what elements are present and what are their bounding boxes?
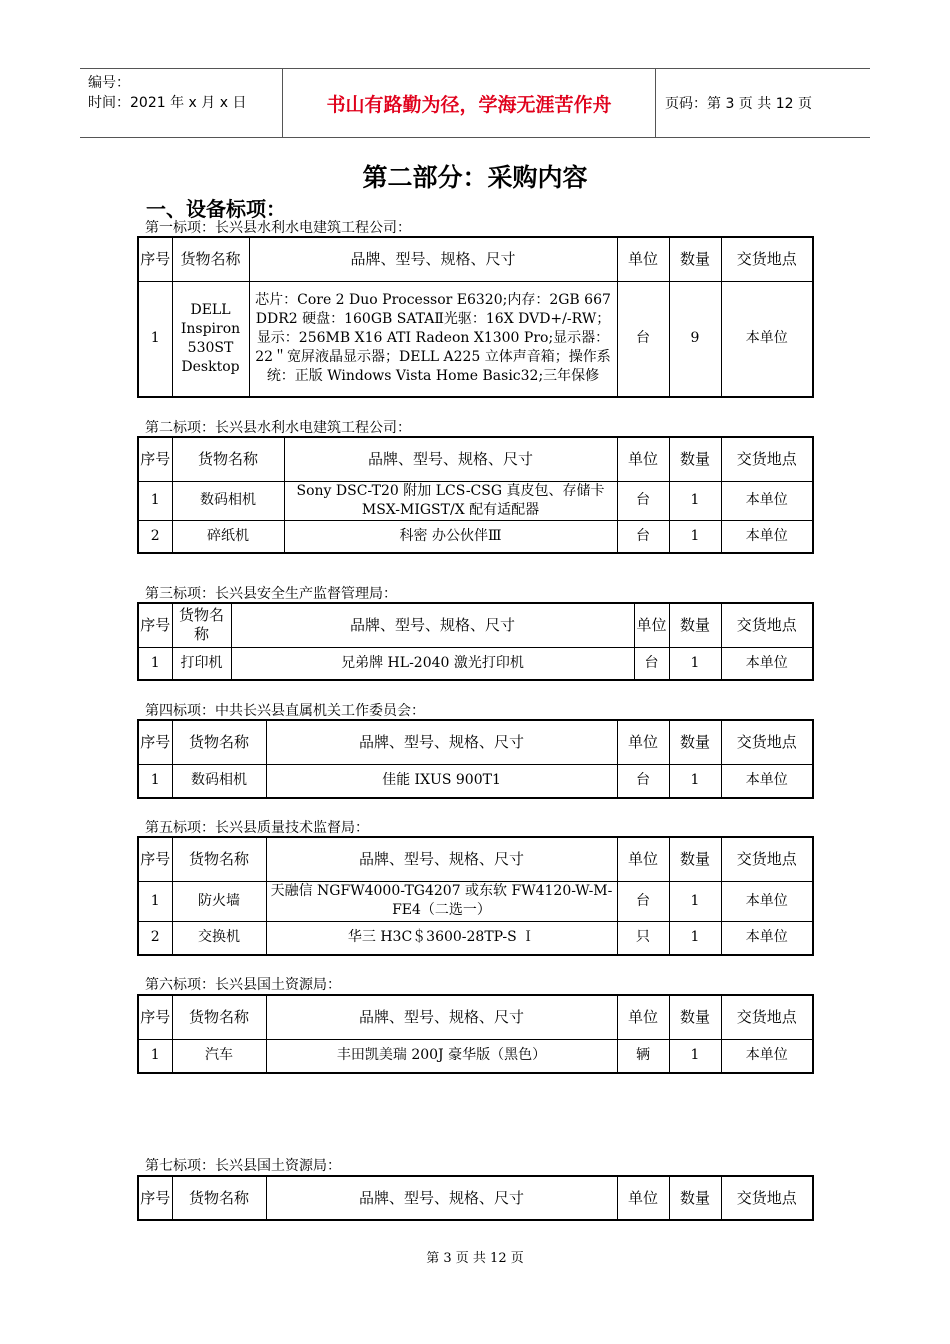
col-seq: 序号 xyxy=(138,995,172,1039)
lot-title: 第三标项：长兴县安全生产监督管理局： xyxy=(145,586,397,602)
col-place: 交货地点 xyxy=(721,237,813,281)
lot-table xyxy=(137,1175,814,1221)
lot-title: 第五标项：长兴县质量技术监督局： xyxy=(145,820,369,836)
cell-spec: 兄弟牌 HL-2040 激光打印机 xyxy=(231,647,634,680)
cell-qty: 1 xyxy=(669,481,721,520)
cell-place: 本单位 xyxy=(721,764,813,798)
lot-table xyxy=(137,436,814,554)
cell-place: 本单位 xyxy=(721,1039,813,1073)
col-spec: 品牌、型号、规格、尺寸 xyxy=(284,437,617,481)
col-goods: 货物名称 xyxy=(172,237,249,281)
cell-goods: 交换机 xyxy=(172,921,266,955)
cell-qty: 9 xyxy=(669,281,721,397)
col-unit: 单位 xyxy=(617,237,669,281)
col-place: 交货地点 xyxy=(721,837,813,881)
cell-place: 本单位 xyxy=(721,481,813,520)
lot-title: 第六标项：长兴县国土资源局： xyxy=(145,977,341,993)
header-meta xyxy=(88,73,283,113)
cell-unit: 只 xyxy=(617,921,669,955)
col-goods: 货物名称 xyxy=(172,603,231,647)
col-seq: 序号 xyxy=(138,603,172,647)
lot-title: 第七标项：长兴县国土资源局： xyxy=(145,1158,341,1174)
col-goods: 货物名称 xyxy=(172,720,266,764)
col-place: 交货地点 xyxy=(721,437,813,481)
col-qty: 数量 xyxy=(669,1176,721,1220)
cell-unit: 台 xyxy=(617,520,669,553)
cell-seq: 1 xyxy=(138,1039,172,1073)
cell-qty: 1 xyxy=(669,881,721,921)
cell-spec: 佳能 IXUS 900T1 xyxy=(266,764,617,798)
table-row xyxy=(138,764,813,798)
cell-spec: 科密 办公伙伴Ⅲ xyxy=(284,520,617,553)
table-row xyxy=(138,1039,813,1073)
col-spec: 品牌、型号、规格、尺寸 xyxy=(266,995,617,1039)
cell-unit: 台 xyxy=(617,764,669,798)
lot-title: 第四标项：中共长兴县直属机关工作委员会： xyxy=(145,703,425,719)
cell-spec: 芯片：Core 2 Duo Processor E6320;内存：2GB 667 DDR2 硬盘：160GB SATAⅡ光驱：16X DVD+/-RW；显示：256MB X16 ATI Radeon X1300 Pro;显示器：22＂宽屏液晶显示器；DELL A225 立体声音箱；操作系统：正版 Windows Vista Home Basic32;三年保修 xyxy=(249,281,617,397)
table-row xyxy=(138,881,813,921)
col-qty: 数量 xyxy=(669,603,721,647)
cell-goods: DELL Inspiron 530ST Desktop xyxy=(172,281,249,397)
col-place: 交货地点 xyxy=(721,603,813,647)
col-spec: 品牌、型号、规格、尺寸 xyxy=(231,603,634,647)
header-time: 时间：2021 年 x 月 x 日 xyxy=(88,95,247,111)
cell-unit: 台 xyxy=(617,481,669,520)
cell-seq: 2 xyxy=(138,520,172,553)
cell-seq: 1 xyxy=(138,281,172,397)
cell-seq: 1 xyxy=(138,481,172,520)
col-qty: 数量 xyxy=(669,995,721,1039)
col-spec: 品牌、型号、规格、尺寸 xyxy=(249,237,617,281)
cell-goods: 数码相机 xyxy=(172,764,266,798)
col-goods: 货物名称 xyxy=(172,1176,266,1220)
lot-title: 第一标项：长兴县水利水电建筑工程公司： xyxy=(145,220,411,236)
lot-table xyxy=(137,994,814,1074)
col-qty: 数量 xyxy=(669,437,721,481)
cell-goods: 防火墙 xyxy=(172,881,266,921)
cell-unit: 辆 xyxy=(617,1039,669,1073)
cell-goods: 数码相机 xyxy=(172,481,284,520)
cell-qty: 1 xyxy=(669,1039,721,1073)
cell-qty: 1 xyxy=(669,520,721,553)
cell-goods: 碎纸机 xyxy=(172,520,284,553)
cell-place: 本单位 xyxy=(721,281,813,397)
cell-place: 本单位 xyxy=(721,520,813,553)
lot-title: 第二标项：长兴县水利水电建筑工程公司： xyxy=(145,420,411,436)
cell-unit: 台 xyxy=(634,647,669,680)
page-header xyxy=(80,68,870,138)
header-page: 页码：第 3 页 共 12 页 xyxy=(665,96,812,112)
page-footer: 第 3 页 共 12 页 xyxy=(426,1251,524,1266)
section-title: 一、设备标项： xyxy=(146,197,286,221)
col-qty: 数量 xyxy=(669,237,721,281)
cell-seq: 1 xyxy=(138,881,172,921)
col-unit: 单位 xyxy=(617,995,669,1039)
col-unit: 单位 xyxy=(617,437,669,481)
table-header-row xyxy=(138,995,813,1039)
col-place: 交货地点 xyxy=(721,1176,813,1220)
cell-qty: 1 xyxy=(669,764,721,798)
cell-seq: 1 xyxy=(138,647,172,680)
col-spec: 品牌、型号、规格、尺寸 xyxy=(266,720,617,764)
col-unit: 单位 xyxy=(617,720,669,764)
table-row xyxy=(138,520,813,553)
cell-goods: 汽车 xyxy=(172,1039,266,1073)
col-unit: 单位 xyxy=(617,837,669,881)
lot-table xyxy=(137,602,814,681)
cell-spec: Sony DSC-T20 附加 LCS-CSG 真皮包、存储卡 MSX-MIGST/X 配有适配器 xyxy=(284,481,617,520)
col-seq: 序号 xyxy=(138,837,172,881)
cell-spec: 丰田凯美瑞 200J 豪华版（黑色） xyxy=(266,1039,617,1073)
table-row xyxy=(138,921,813,955)
col-place: 交货地点 xyxy=(721,995,813,1039)
cell-unit: 台 xyxy=(617,281,669,397)
col-seq: 序号 xyxy=(138,720,172,764)
col-seq: 序号 xyxy=(138,237,172,281)
cell-spec: 华三 H3C＄3600-28TP-S Ｉ xyxy=(266,921,617,955)
page-title: 第二部分：采购内容 xyxy=(362,163,588,192)
cell-qty: 1 xyxy=(669,647,721,680)
col-seq: 序号 xyxy=(138,437,172,481)
col-qty: 数量 xyxy=(669,720,721,764)
header-number: 编号： xyxy=(88,75,130,91)
table-header-row xyxy=(138,720,813,764)
cell-place: 本单位 xyxy=(721,647,813,680)
cell-seq: 2 xyxy=(138,921,172,955)
table-row xyxy=(138,647,813,680)
table-row xyxy=(138,281,813,397)
col-place: 交货地点 xyxy=(721,720,813,764)
table-header-row xyxy=(138,837,813,881)
col-unit: 单位 xyxy=(617,1176,669,1220)
col-unit: 单位 xyxy=(634,603,669,647)
col-spec: 品牌、型号、规格、尺寸 xyxy=(266,837,617,881)
col-spec: 品牌、型号、规格、尺寸 xyxy=(266,1176,617,1220)
col-qty: 数量 xyxy=(669,837,721,881)
table-header-row xyxy=(138,1176,813,1220)
col-goods: 货物名称 xyxy=(172,995,266,1039)
col-seq: 序号 xyxy=(138,1176,172,1220)
cell-qty: 1 xyxy=(669,921,721,955)
cell-place: 本单位 xyxy=(721,921,813,955)
lot-table xyxy=(137,719,814,799)
col-goods: 货物名称 xyxy=(172,837,266,881)
col-goods: 货物名称 xyxy=(172,437,284,481)
cell-spec: 天融信 NGFW4000-TG4207 或东软 FW4120-W-M-FE4（二选一） xyxy=(266,881,617,921)
cell-place: 本单位 xyxy=(721,881,813,921)
table-row xyxy=(138,481,813,520)
lot-table xyxy=(137,236,814,398)
cell-goods: 打印机 xyxy=(172,647,231,680)
table-header-row xyxy=(138,237,813,281)
table-header-row xyxy=(138,437,813,481)
cell-seq: 1 xyxy=(138,764,172,798)
header-motto: 书山有路勤为径，学海无涯苦作舟 xyxy=(282,69,656,137)
lot-table xyxy=(137,836,814,956)
cell-unit: 台 xyxy=(617,881,669,921)
table-header-row xyxy=(138,603,813,647)
